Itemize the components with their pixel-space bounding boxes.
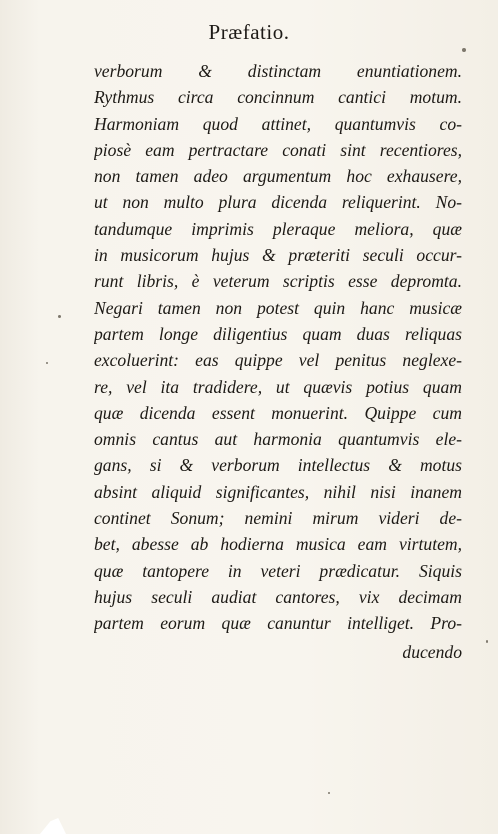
text-line: absint aliquid significantes, nihil nisi inanem [94, 481, 462, 502]
text-line: ut non multo plura dicenda reliquerint. No- [94, 192, 462, 213]
body-text [94, 58, 462, 665]
running-head: Præfatio. [208, 20, 290, 44]
paper-speck [486, 640, 488, 643]
text-line: omnis cantus aut harmonia quantumvis ele- [94, 429, 462, 450]
text-line: verborum & distinctam enuntiationem. [94, 61, 462, 81]
text-line: continet Sonum; nemini mirum videri de- [94, 508, 462, 529]
text-line: bet, abesse ab hodierna musica eam virtutem, [94, 534, 462, 555]
text-line: quæ dicenda essent monuerint. Quippe cum [94, 402, 462, 423]
text-line: in musicorum hujus & præteriti seculi occur- [94, 245, 462, 266]
text-line: quæ tantopere in veteri prædicatur. Siquis [94, 560, 462, 581]
text-line: re, vel ita tradidere, ut quævis potius quam [94, 376, 462, 397]
paper-speck [58, 315, 61, 318]
text-line: piosè eam pertractare conati sint recentiores, [94, 139, 462, 160]
page-tear [40, 818, 66, 834]
text-line: tandumque imprimis pleraque meliora, quæ [94, 218, 462, 239]
text-line: gans, si & verborum intellectus & motus [94, 455, 462, 476]
catchword: ducendo [402, 641, 462, 662]
text-line: partem longe diligentius quam duas reliquas [94, 323, 462, 344]
text-line: partem eorum quæ canuntur intelliget. Pro- [94, 613, 462, 634]
paper-speck [328, 792, 330, 794]
text-line: runt libris, è veterum scriptis esse depromta. [94, 271, 462, 292]
paper-speck [462, 48, 466, 52]
text-line: Negari tamen non potest quin hanc musicæ [94, 297, 462, 318]
text-line: Harmoniam quod attinet, quantumvis co- [94, 113, 462, 134]
text-line: non tamen adeo argumentum hoc exhausere, [94, 166, 462, 187]
paper-speck [46, 362, 48, 364]
text-line: hujus seculi audiat cantores, vix decimam [94, 586, 462, 607]
text-line: excoluerint: eas quippe vel penitus neglexe- [94, 350, 462, 371]
text-line: Rythmus circa concinnum cantici motum. [94, 87, 462, 108]
